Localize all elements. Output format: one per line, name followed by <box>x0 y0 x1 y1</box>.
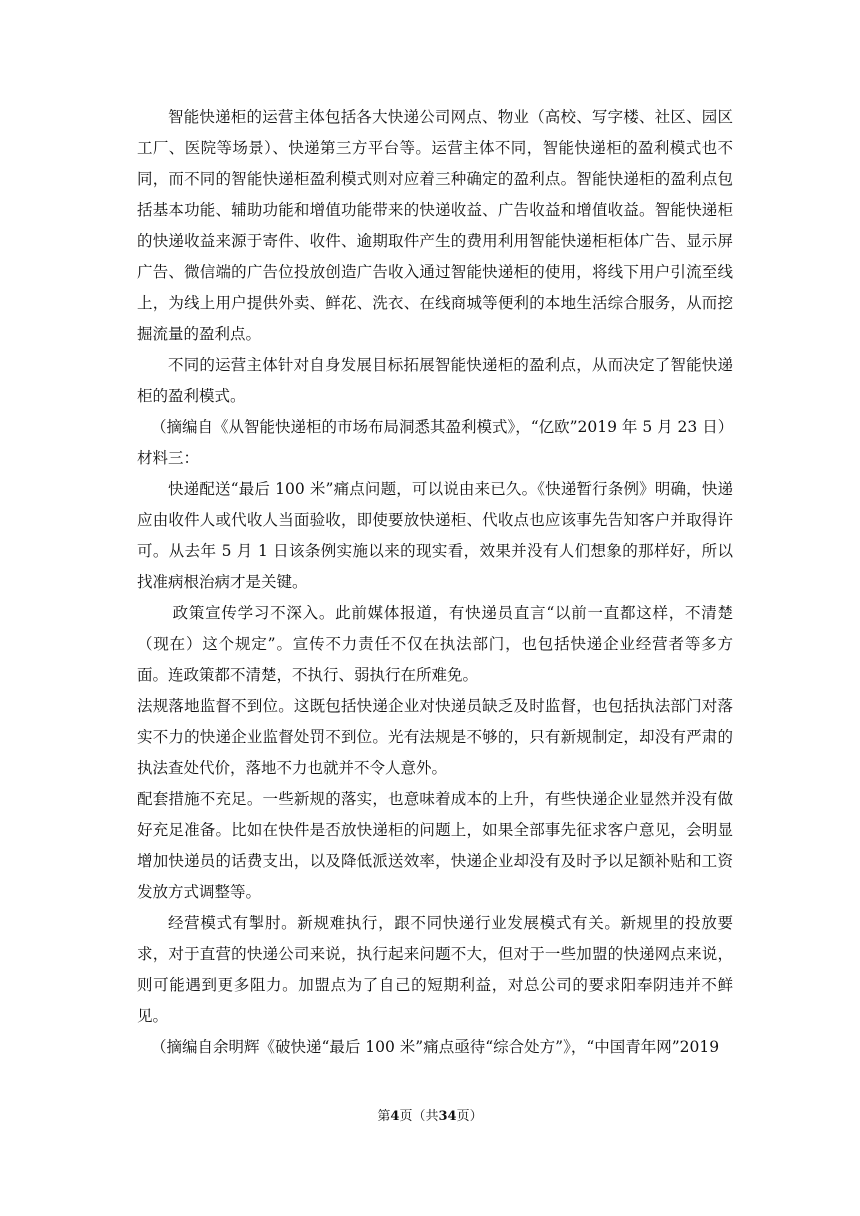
source-citation: （摘编自余明辉《破快递“最后 100 米”痛点亟待“综合处方”》，“中国青年网”2019 <box>150 1038 720 1056</box>
section-heading: 材料三： <box>137 449 200 467</box>
page-number: 4 <box>390 1109 400 1124</box>
paragraph: 不同的运营主体针对自身发展目标拓展智能快递柜的盈利点，从而决定了智能快递柜的盈利模式。 <box>137 356 733 405</box>
paragraph: 配套措施不充足。一些新规的落实，也意味着成本的上升，有些快递企业显然并没有做好充足准备。比如在快件是否放快递柜的问题上，如果全部事先征求客户意见，会明显增加快递员的话费支出，以及降低派送效率，快递企业却没有及时予以足额补贴和工资发放方式调整等。 <box>137 790 733 901</box>
paragraph: 快递配送“最后 100 米”痛点问题，可以说由来已久。《快递暂行条例》明确，快递应由收件人或代收人当面验收，即使要放快递柜、代收点也应该事先告知客户并取得许可。从去年 5 月 1 日该条例实施以来的现实看，效果并没有人们想象的那样好，所以找准病根治病才是关键。 <box>137 480 733 591</box>
page-footer <box>0 1108 860 1126</box>
paragraph: 政策宣传学习不深入。此前媒体报道，有快递员直言“以前一直都这样，不清楚（现在）这个规定”。宣传不力责任不仅在执法部门，也包括快递企业经营者等多方面。连政策都不清楚，不执行、弱执行在所难免。 <box>137 604 733 684</box>
source-citation: （摘编自《从智能快递柜的市场布局洞悉其盈利模式》，“亿欧”2019 年 5 月 23 日） <box>150 418 734 436</box>
total-pages: 34 <box>438 1109 457 1124</box>
paragraph: 经营模式有掣肘。新规难执行，跟不同快递行业发展模式有关。新规里的投放要求，对于直营的快递公司来说，执行起来问题不大，但对于一些加盟的快递网点来说，则可能遇到更多阻力。加盟点为了自己的短期利益，对总公司的要求阳奉阴违并不鲜见。 <box>137 914 733 1025</box>
footer-prefix: 第 <box>377 1109 391 1124</box>
footer-suffix: 页） <box>456 1109 483 1124</box>
paragraph: 法规落地监督不到位。这既包括快递企业对快递员缺乏及时监督，也包括执法部门对落实不力的快递企业监督处罚不到位。光有法规是不够的，只有新规制定，却没有严肃的执法查处代价，落地不力也就并不令人意外。 <box>137 697 733 777</box>
body-text <box>137 102 733 1063</box>
footer-middle: 页（共 <box>399 1109 439 1124</box>
paragraph: 智能快递柜的运营主体包括各大快递公司网点、物业（高校、写字楼、社区、园区工厂、医院等场景）、快递第三方平台等。运营主体不同，智能快递柜的盈利模式也不同，而不同的智能快递柜盈利模式则对应着三种确定的盈利点。智能快递柜的盈利点包括基本功能、辅助功能和增值功能带来的快递收益、广告收益和增值收益。智能快递柜的快递收益来源于寄件、收件、逾期取件产生的费用利用智能快递柜柜体广告、显示屏广告、微信端的广告位投放创造广告收入通过智能快递柜的使用，将线下用户引流至线上，为线上用户提供外卖、鲜花、洗衣、在线商城等便利的本地生活综合服务，从而挖掘流量的盈利点。 <box>137 108 733 343</box>
